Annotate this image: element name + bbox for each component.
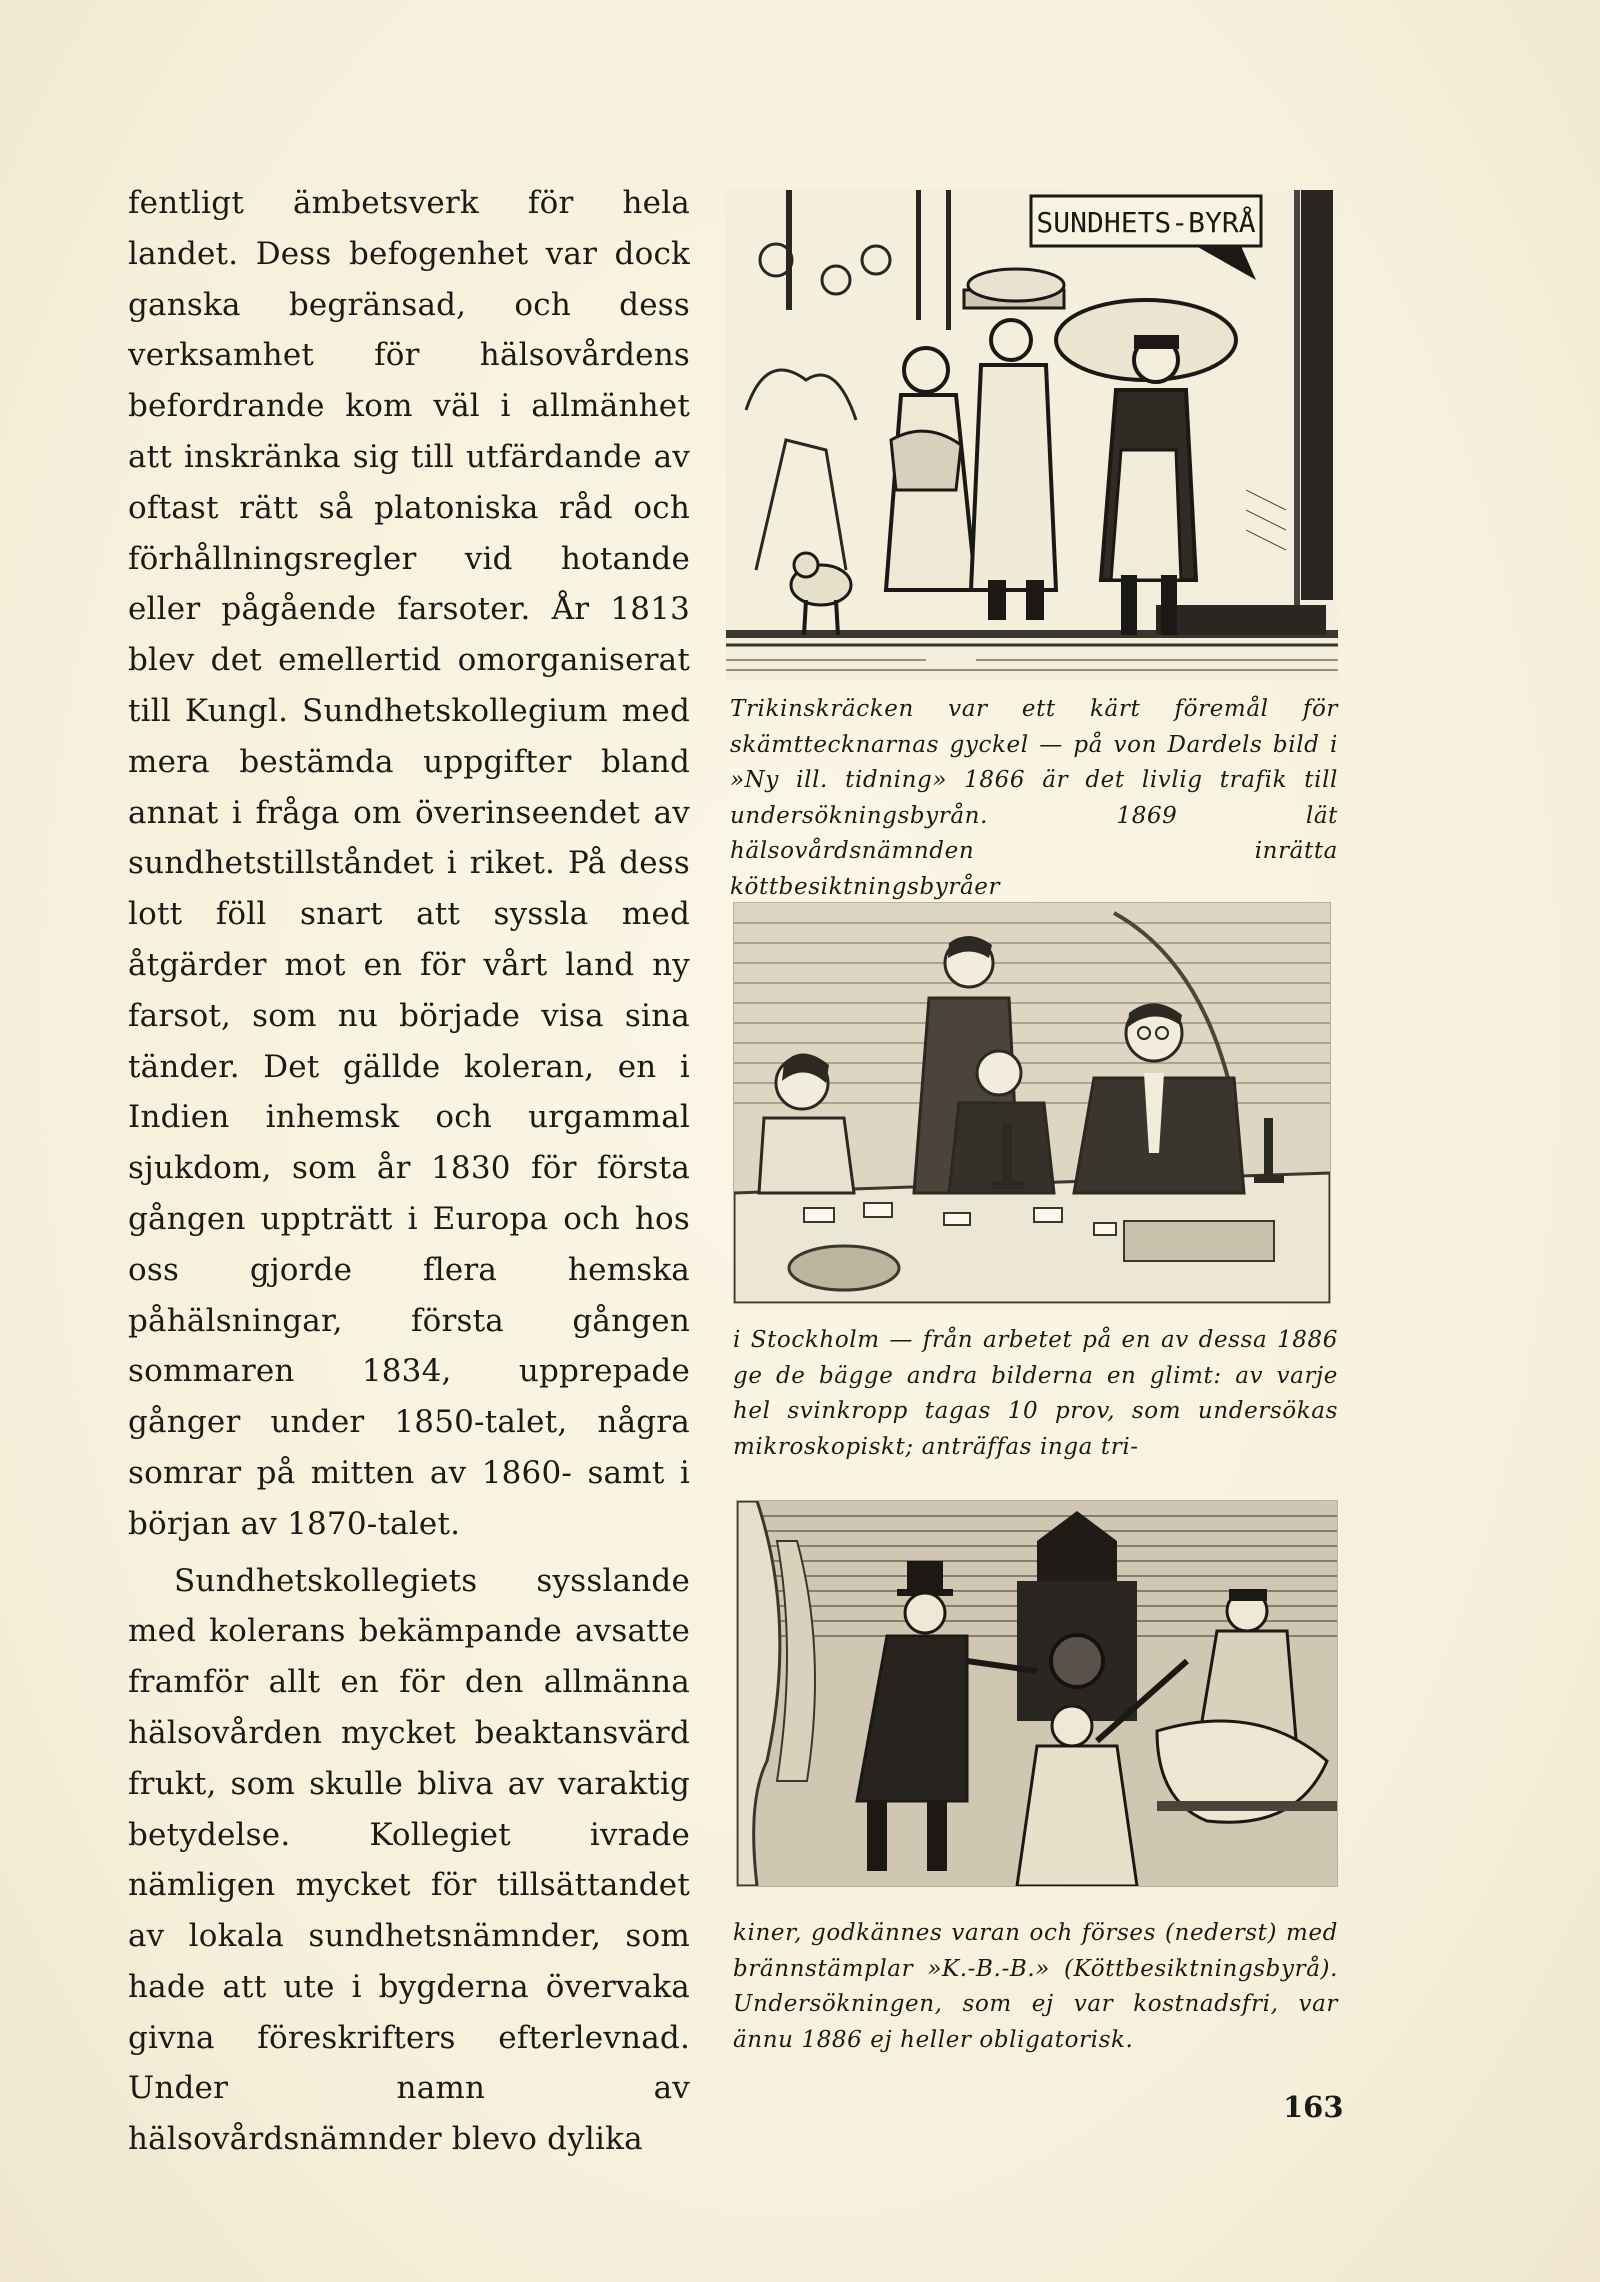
illustration-microscopy: [733, 902, 1331, 1304]
caption-middle-figure: i Stockholm — från arbetet på en av dessa 1886 ge de bägge andra bilderna en glimt: av varje hel svinkropp tagas 10 prov, som undersökas mikroskopiskt; anträffas inga tri-: [733, 1327, 1338, 1460]
body-text-column: [128, 178, 690, 2165]
caption-bottom-figure: kiner, godkännes varan och förses (nederst) med brännstämplar »K.-B.-B.» (Köttbesiktningsbyrå). Undersökningen, som ej var kostnadsfri, var ännu 1886 ej heller obligatorisk.: [733, 1920, 1338, 2053]
branding-engraving: [737, 1501, 1337, 1886]
illustration-sundhetsbyra: [726, 190, 1338, 680]
caricature-drawing: [726, 190, 1338, 680]
sign-text: SUNDHETS-BYRÅ: [1036, 206, 1256, 239]
caption-top-figure: Trikinskräcken var ett kärt föremål för skämttecknarnas gyckel — på von Dardels bild i »Ny ill. tidning» 1866 är det livlig trafik till undersökningsbyrån. 1869 lät hälsovårdsnämnden inrätta köttbesiktningsbyråer: [730, 696, 1338, 900]
body-paragraph: fentligt ämbetsverk för hela landet. Dess befogenhet var dock ganska begränsad, och dess verksamhet för hälsovårdens befordrande kom väl i allmänhet att inskränka sig till utfärdande av oftast rätt så platoniska råd och förhållningsregler vid hotande eller pågående farsoter. År 1813 blev det emellertid omorganiserat till Kungl. Sundhetskollegium med mera bestämda uppgifter bland annat i fråga om överinseendet av sundhetstillståndet i riket. På dess lott föll snart att syssla med åtgärder mot en för vårt land ny farsot, som nu började visa sina tänder. Det gällde koleran, en i Indien inhemsk och urgammal sjukdom, som år 1830 för första gången uppträtt i Europa och hos oss gjorde flera hemska påhälsningar, första gången sommaren 1834, upprepade gånger under 1850-talet, några somrar på mitten av 1860- samt i början av 1870-talet.: [128, 185, 690, 1542]
illustration-branding: [736, 1500, 1338, 1887]
page-number: 163: [1283, 2090, 1344, 2124]
body-paragraph: Sundhetskollegiets sysslande med kolerans bekämpande avsatte framför allt en för den allmänna hälsovården mycket beaktansvärd frukt, som skulle bliva av varaktig betydelse. Kollegiet ivrade nämligen mycket för tillsättandet av lokala sundhetsnämnder, som hade att ute i bygderna övervaka givna föreskrifters efterlevnad. Under namn av hälsovårdsnämnder blevo dylika: [128, 1562, 690, 2158]
microscopy-engraving: [734, 903, 1330, 1303]
